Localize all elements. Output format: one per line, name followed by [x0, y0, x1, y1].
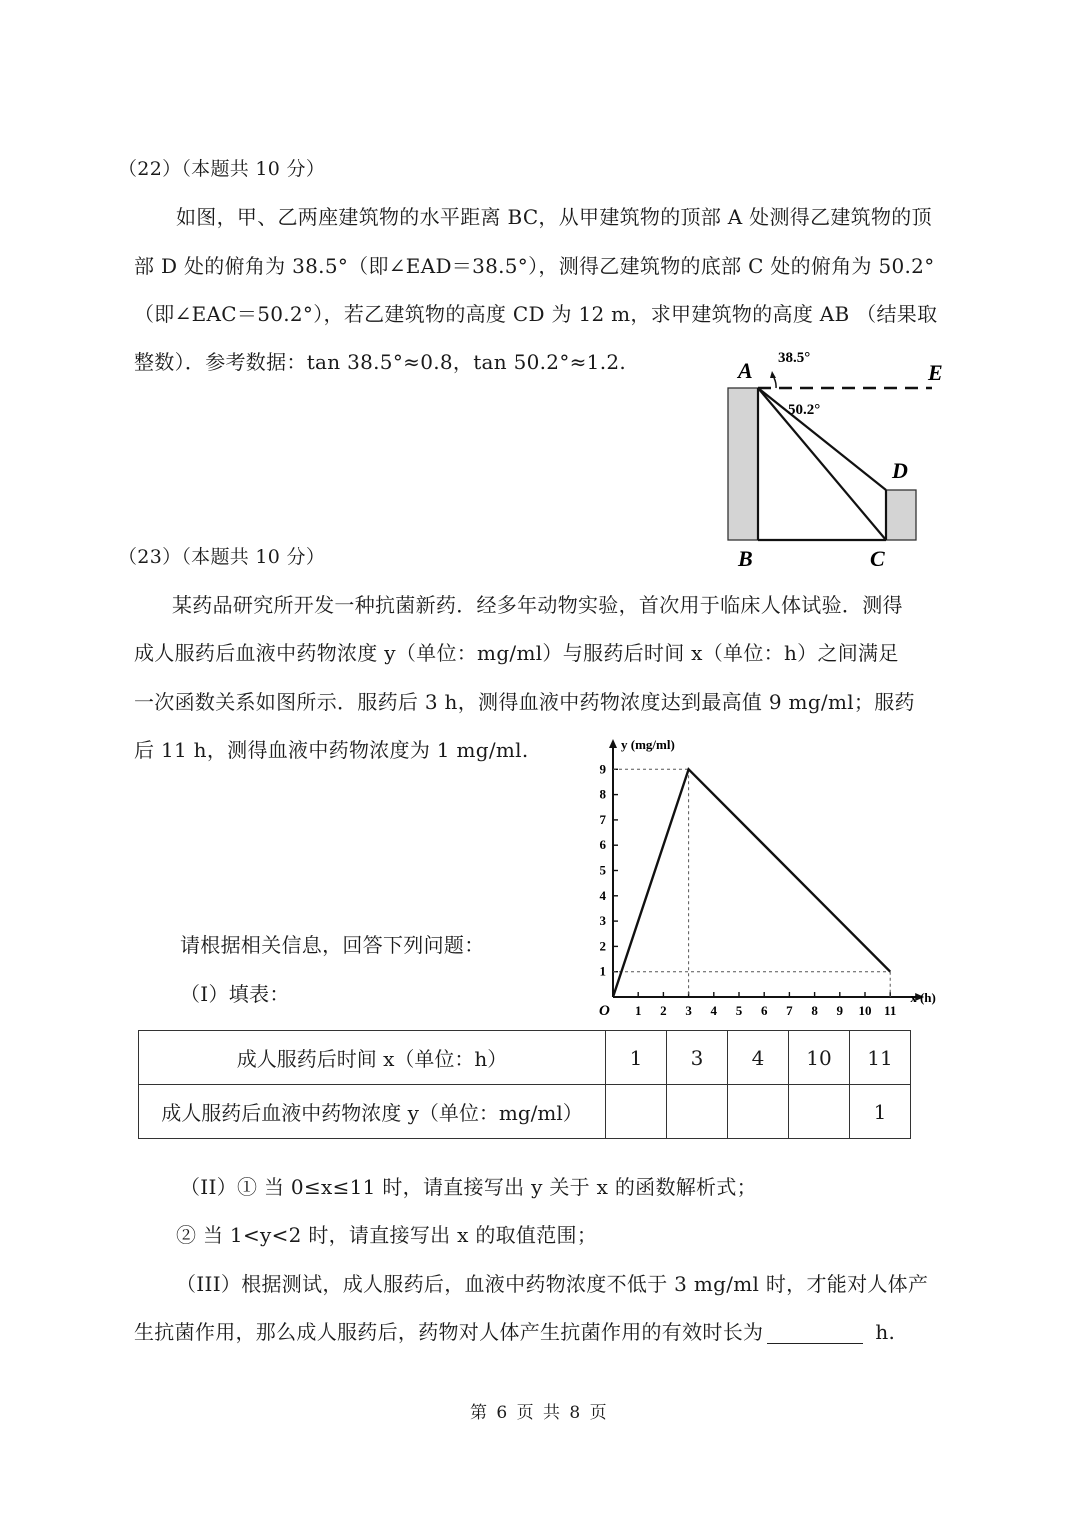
- q23-heading: （23）（本题共 10 分）: [118, 546, 326, 568]
- label-c: C: [870, 546, 885, 571]
- x-tick-label: 7: [786, 1003, 793, 1018]
- q23-text-line1: 某药品研究所开发一种抗菌新药．经多年动物实验，首次用于临床人体试验．测得: [172, 593, 903, 617]
- q23-part2a: （II）① 当 0≤x≤11 时，请直接写出 y 关于 x 的函数解析式；: [180, 1175, 757, 1199]
- segment-ad: [758, 388, 886, 490]
- x-axis-label: x (h): [910, 990, 936, 1005]
- building-b-shade: [886, 490, 916, 540]
- x-tick-label: 5: [735, 1003, 743, 1018]
- q23-part2b: ② 当 1<y<2 时，请直接写出 x 的取值范围；: [176, 1223, 598, 1247]
- y-tick-label: 5: [599, 862, 606, 878]
- y-cell-blank[interactable]: [789, 1085, 850, 1139]
- x-tick-label: 1: [634, 1003, 642, 1018]
- x-tick-label: 4: [710, 1003, 718, 1018]
- y-cell-blank[interactable]: [606, 1085, 667, 1139]
- label-a: A: [738, 358, 753, 383]
- x-tick-label: 11: [884, 1003, 897, 1018]
- q23-part3-line2-text: 生抗菌作用，那么成人服药后，药物对人体产生抗菌作用的有效时长为: [134, 1320, 764, 1344]
- series-line: [613, 769, 890, 997]
- origin-label: O: [599, 1003, 610, 1019]
- y-tick-label: 1: [599, 963, 606, 979]
- y-cell-blank[interactable]: [667, 1085, 728, 1139]
- x-cell: 10: [789, 1031, 850, 1085]
- y-cell: 1: [850, 1085, 911, 1139]
- label-b: B: [738, 546, 753, 571]
- y-tick-label: 3: [599, 913, 606, 929]
- q23-text-line4: 后 11 h，测得血液中药物浓度为 1 mg/ml.: [134, 738, 529, 762]
- y-tick-label: 6: [599, 837, 606, 853]
- q23-part3-line2: [134, 1320, 895, 1344]
- building-a-shade: [728, 388, 758, 540]
- x-cell: 11: [850, 1031, 911, 1085]
- y-tick-label: 4: [599, 887, 606, 903]
- q22-text-line4: 整数）．参考数据：tan 38.5°≈0.8，tan 50.2°≈1.2.: [134, 350, 627, 374]
- x-tick-label: 3: [685, 1003, 692, 1018]
- answer-blank[interactable]: [767, 1323, 863, 1344]
- concentration-chart: [580, 735, 960, 1025]
- q23-part3-line1: （III）根据测试，成人服药后，血液中药物浓度不低于 3 mg/ml 时，才能对人体产: [176, 1272, 929, 1296]
- angle-label-38-5: 38.5°: [778, 350, 811, 366]
- y-axis-arrow-icon: [609, 739, 617, 748]
- segment-ac: [758, 388, 886, 540]
- y-cell-blank[interactable]: [728, 1085, 789, 1139]
- label-e: E: [928, 360, 943, 385]
- q23-text-line2: 成人服药后血液中药物浓度 y（单位：mg/ml）与服药后时间 x（单位：h）之间满足: [134, 641, 899, 665]
- angle-arc: [774, 378, 776, 388]
- q23-prompt: 请根据相关信息，回答下列问题：: [180, 933, 485, 957]
- x-cell: 4: [728, 1031, 789, 1085]
- table-row-time: [139, 1031, 911, 1085]
- x-tick-label: 2: [660, 1003, 667, 1018]
- x-tick-label: 8: [811, 1003, 818, 1018]
- x-tick-label: 9: [836, 1003, 844, 1018]
- q22-heading: （22）（本题共 10 分）: [118, 158, 326, 180]
- q22-text-line1: 如图，甲、乙两座建筑物的水平距离 BC，从甲建筑物的顶部 A 处测得乙建筑物的顶: [176, 205, 932, 229]
- y-tick-label: 8: [599, 786, 606, 802]
- q22-text-line2: 部 D 处的俯角为 38.5°（即∠EAD＝38.5°），测得乙建筑物的底部 C 处的俯角为 50.2°: [134, 254, 935, 278]
- y-axis-label: y (mg/ml): [621, 737, 675, 752]
- x-tick-label: 10: [858, 1003, 872, 1018]
- table-row-concentration: [139, 1085, 911, 1139]
- fill-table: [138, 1030, 911, 1139]
- q23-text-line3: 一次函数关系如图所示．服药后 3 h，测得血液中药物浓度达到最高值 9 mg/ml；服药: [134, 690, 915, 714]
- x-tick-label: 6: [760, 1003, 768, 1018]
- x-cell: 3: [667, 1031, 728, 1085]
- buildings-figure: [720, 340, 960, 572]
- y-tick-label: 7: [599, 811, 606, 827]
- q23-part3-unit: h.: [875, 1320, 896, 1344]
- label-d: D: [892, 458, 908, 483]
- q22-text-line3: （即∠EAC＝50.2°），若乙建筑物的高度 CD 为 12 m，求甲建筑物的高度 AB （结果取: [134, 302, 938, 326]
- y-tick-label: 9: [599, 761, 606, 777]
- row1-label: 成人服药后时间 x（单位：h）: [139, 1031, 606, 1085]
- x-cell: 1: [606, 1031, 667, 1085]
- page-footer: 第 6 页 共 8 页: [470, 1403, 609, 1423]
- angle-label-50-2: 50.2°: [788, 402, 821, 418]
- q23-part1: （I）填表：: [180, 982, 290, 1006]
- y-tick-label: 2: [599, 938, 606, 954]
- angle-arrow-icon: [770, 371, 776, 378]
- row2-label: 成人服药后血液中药物浓度 y（单位：mg/ml）: [139, 1085, 606, 1139]
